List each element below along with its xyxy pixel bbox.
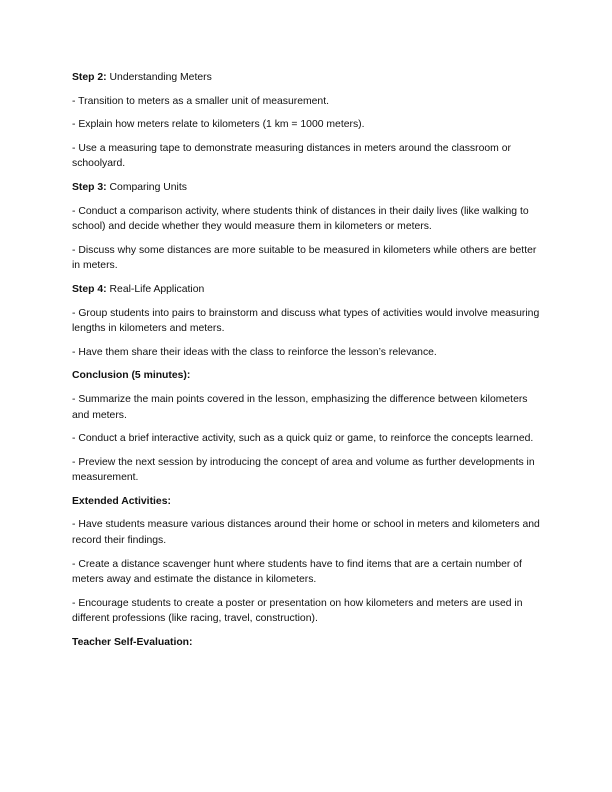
document-page [72, 70, 542, 659]
extended-item-1: - Have students measure various distances around their home or school in meters and kilometers and record their findings. [72, 519, 540, 547]
step-3-label: Step 3: [72, 181, 107, 193]
step-3-item-1: - Conduct a comparison activity, where students think of distances in their daily lives (like walking to school) and decide whether they would measure them in kilometers or meters. [72, 205, 529, 233]
extended-activities-heading: Extended Activities: [72, 495, 171, 507]
step-4-title: Real-Life Application [106, 283, 205, 295]
teacher-self-evaluation-heading: Teacher Self-Evaluation: [72, 637, 193, 649]
conclusion-item-1: - Summarize the main points covered in the lesson, emphasizing the difference between kilometers and meters. [72, 393, 528, 421]
conclusion-item-2: - Conduct a brief interactive activity, such as a quick quiz or game, to reinforce the concepts learned. [72, 433, 534, 445]
step-2-item-3: - Use a measuring tape to demonstrate measuring distances in meters around the classroom or schoolyard. [72, 142, 511, 170]
step-4-label: Step 4: [72, 283, 107, 295]
extended-item-3: - Encourage students to create a poster or presentation on how kilometers and meters are used in different professions (like racing, travel, construction). [72, 597, 523, 625]
step-2-item-2: - Explain how meters relate to kilometers (1 km = 1000 meters). [72, 119, 365, 131]
conclusion-heading: Conclusion (5 minutes): [72, 370, 191, 382]
extended-item-2: - Create a distance scavenger hunt where students have to find items that are a certain number of meters away and estimate the distance in kilometers. [72, 558, 522, 586]
step-4-item-2: - Have them share their ideas with the class to reinforce the lesson’s relevance. [72, 346, 437, 358]
step-4-heading [72, 282, 542, 298]
step-2-label: Step 2: [72, 72, 107, 83]
step-2-title: Understanding Meters [106, 72, 212, 83]
step-3-title: Comparing Units [106, 181, 187, 193]
conclusion-item-3: - Preview the next session by introducing the concept of area and volume as further developments in measurement. [72, 456, 535, 484]
step-2-item-1: - Transition to meters as a smaller unit of measurement. [72, 95, 329, 107]
step-3-heading [72, 180, 542, 196]
step-2-heading [72, 70, 542, 86]
step-4-item-1: - Group students into pairs to brainstorm and discuss what types of activities would involve measuring lengths in kilometers and meters. [72, 307, 540, 335]
step-3-item-2: - Discuss why some distances are more suitable to be measured in kilometers while others are better in meters. [72, 244, 537, 272]
